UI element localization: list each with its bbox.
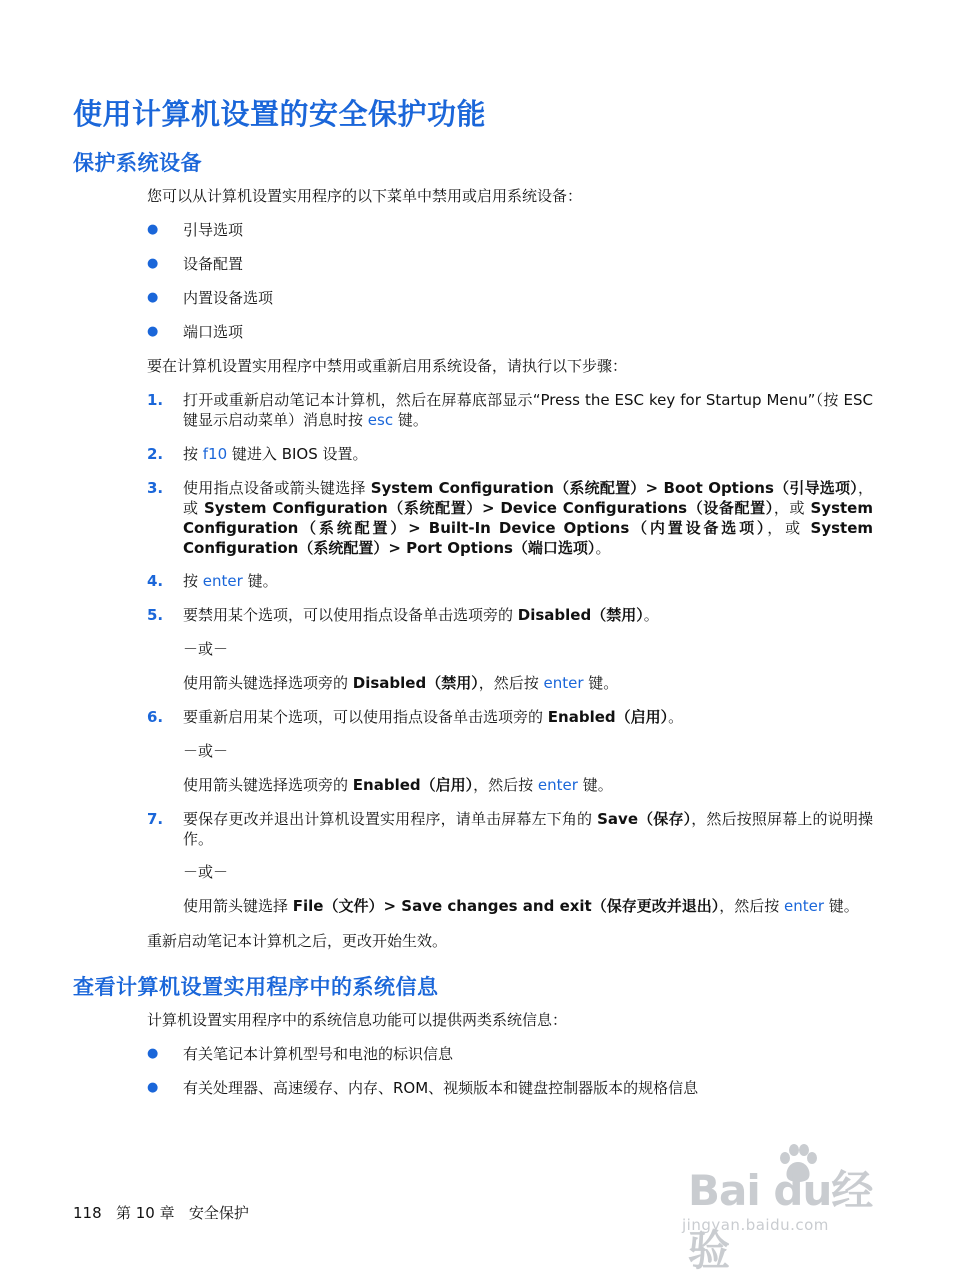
step-alternative: 使用箭头键选择 File（文件）> Save changes and exit（保存更改并退出），然后按 enter 键。: [183, 897, 859, 915]
page-footer: [73, 1202, 249, 1223]
section-intro: 计算机设置实用程序中的系统信息功能可以提供两类系统信息：: [147, 1011, 568, 1029]
step-number: 2.: [147, 445, 164, 463]
bullet-icon: ●: [147, 1046, 159, 1061]
key-name: esc: [367, 411, 394, 429]
option-name: Disabled（禁用）: [352, 674, 479, 692]
step-number: 4.: [147, 572, 164, 590]
step-item: 6. 要重新启用某个选项，可以使用指点设备单击选项旁的 Enabled（启用）。: [147, 708, 684, 726]
watermark-url: jingyan.baidu.com: [682, 1216, 829, 1234]
step-item: 2. 按 f10 键进入 BIOS 设置。: [147, 445, 368, 463]
step-number: 3.: [147, 479, 164, 497]
chapter-number: 第 10 章: [115, 1204, 175, 1222]
menu-path: System Configuration（系统配置）> Boot Options（引导选项）: [370, 479, 858, 497]
option-name: Save（保存）: [597, 810, 692, 828]
key-name: f10: [202, 445, 228, 463]
or-separator: －或－: [183, 742, 229, 760]
bullet-icon: ●: [147, 1080, 159, 1095]
baidu-watermark: [680, 1140, 910, 1275]
step-number: 7.: [147, 810, 164, 828]
steps-intro: 要在计算机设置实用程序中禁用或重新启用系统设备，请执行以下步骤：: [147, 357, 628, 375]
step-number: 1.: [147, 391, 164, 409]
watermark-logo: Bai du经验: [688, 1166, 873, 1275]
step-number: 5.: [147, 606, 164, 624]
key-name: enter: [543, 674, 584, 692]
step-alternative: 使用箭头键选择选项旁的 Disabled（禁用），然后按 enter 键。: [183, 674, 619, 692]
step-item: 5. 要禁用某个选项，可以使用指点设备单击选项旁的 Disabled（禁用）。: [147, 606, 659, 624]
section-heading-system-info: 查看计算机设置实用程序中的系统信息: [73, 975, 439, 999]
step-number: 6.: [147, 708, 164, 726]
key-name: enter: [202, 572, 243, 590]
page-title: 使用计算机设置的安全保护功能: [73, 97, 487, 131]
menu-path: File（文件）> Save changes and exit（保存更改并退出）: [292, 897, 720, 915]
section-heading-protect-devices: 保护系统设备: [73, 151, 202, 175]
key-name: enter: [537, 776, 578, 794]
step-item: 7. 要保存更改并退出计算机设置实用程序，请单击屏幕左下角的 Save（保存），然后按照屏幕上的说明操作。: [147, 810, 873, 848]
step-item: 3. 使用指点设备或箭头键选择 System Configuration（系统配置）> Boot Options（引导选项），或 System Configuration（系统配置）> Device Configurations（设备配置），或 System Configuration（系统配置）> Built-In Device Options（内置设备选项），或 System Configuration（系统配置）> Port Options（端口选项）。: [147, 479, 873, 557]
page-number: 118: [73, 1204, 102, 1222]
menu-path: System Configuration（系统配置）> Device Configurations（设备配置）: [204, 499, 774, 517]
or-separator: －或－: [183, 640, 229, 658]
menu-path: System Configuration（系统配置）> Built-In Device Options（内置设备选项）: [183, 499, 873, 537]
step-alternative: 使用箭头键选择选项旁的 Enabled（启用），然后按 enter 键。: [183, 776, 613, 794]
option-name: Enabled（启用）: [352, 776, 474, 794]
section-intro: 您可以从计算机设置实用程序的以下菜单中禁用或启用系统设备：: [147, 187, 583, 205]
option-name: Disabled（禁用）: [517, 606, 644, 624]
bullet-icon: ●: [147, 290, 159, 305]
or-separator: －或－: [183, 863, 229, 881]
bullet-icon: ●: [147, 256, 159, 271]
key-name: enter: [784, 897, 825, 915]
menu-path: System Configuration（系统配置）> Port Options（端口选项）: [183, 519, 873, 557]
bullet-icon: ●: [147, 324, 159, 339]
option-name: Enabled（启用）: [547, 708, 669, 726]
step-item: 1. 打开或重新启动笔记本计算机，然后在屏幕底部显示“Press the ESC key for Startup Menu”（按 ESC 键显示启动菜单）消息时按 esc 键。: [147, 391, 873, 429]
section-outro: 重新启动笔记本计算机之后，更改开始生效。: [147, 932, 448, 950]
bullet-icon: ●: [147, 222, 159, 237]
chapter-title: 安全保护: [188, 1204, 249, 1222]
step-item: 4. 按 enter 键。: [147, 572, 278, 590]
document-page: 使用计算机设置的安全保护功能 保护系统设备 您可以从计算机设置实用程序的以下菜单中禁用或启用系统设备： ● 引导选项 ● 设备配置 ● 内置设备选项 ● 端口选项 要在计算机设置实用程序中禁用或重新启用系统设备，请执行以下步骤： 1. 打开或重新启动笔记本计算机，然后在屏幕底部显示“Press the ESC key for Startup Menu”（按 ESC 键显示启动菜单）消息时按 esc 键。 2. 按 f10 键进入 BIOS 设置。 3. 使用指点设备或箭头键选择 System Configuration（系统配置）> Boot Options（引导选项），或 System Configuration（系统配置）> Device Configurations（设备配置），或 System Configuration（系统配置）> Built-In Device Options（内置设备选项），或 System Configuration（系统配置）> Port Options（端口选项）。 4. 按 enter 键。 5. 要禁用某个选项，可以使用指点设备单击选项旁的 Disabled（禁用）。 －或－ 使用箭头键选择选项旁的 Disabled（禁用），然后按 enter 键。 6. 要重新启用某个选项，可以使用指点设备单击选项旁的 Enabled（启用）。 －或－ 使用箭头键选择选项旁的 Enabled（启用），然后按 enter 键。 7. 要保存更改并退出计算机设置实用程序，请单击屏幕左下角的 Save（保存），然后按照屏幕上的说明操作。 －或－ 使用箭头键选择 File（文件）> Save changes and exit（保存更改并退出），然后按 enter 键。 重新启动笔记本计算机之后，更改开始生效。 查看计算机设置实用程序中的系统信息 计算机设置实用程序中的系统信息功能可以提供两类系统信息： ● 有关笔记本计算机型号和电池的标识信息 ● 有关处理器、高速缓存、内存、ROM、视频版本和键盘控制器版本的规格信息 118 第 10 章 安全保护 Bai du经验 jingyan.baidu.com: [0, 0, 961, 1280]
